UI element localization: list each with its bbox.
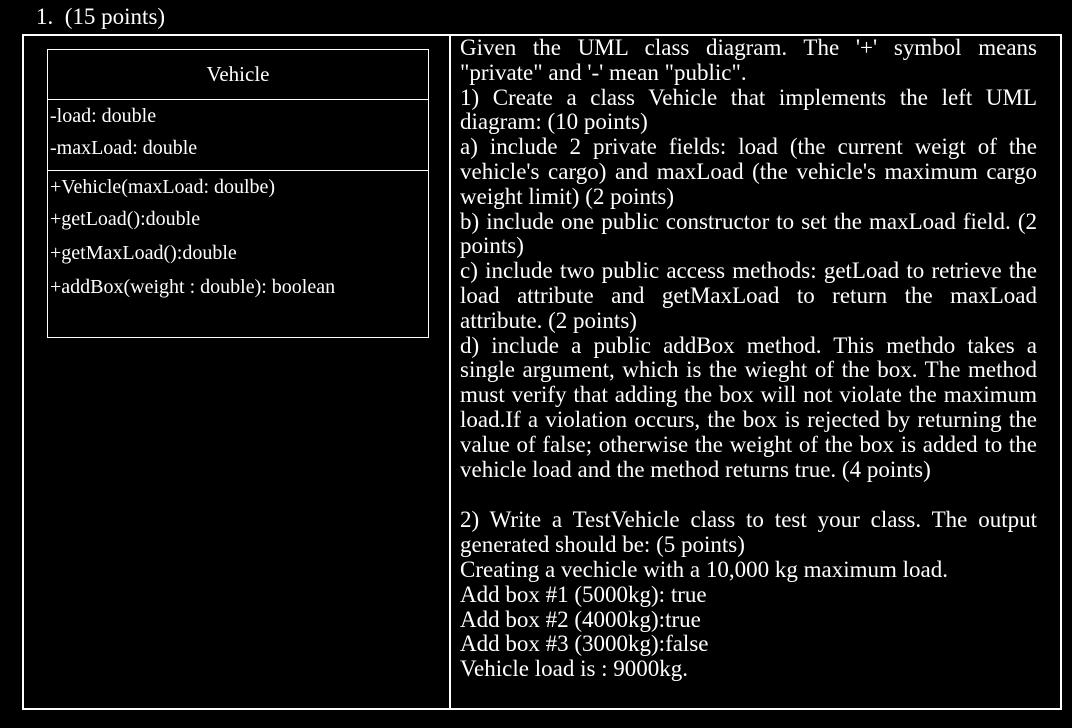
uml-attribute-maxload: -maxLoad: double — [50, 137, 198, 159]
uml-method-getload: +getLoad():double — [50, 208, 201, 230]
question-heading — [36, 2, 165, 32]
expected-output-line: Add box #3 (3000kg):false — [460, 631, 709, 657]
question-number: 1. — [36, 4, 54, 29]
uml-method-getmaxload: +getMaxLoad():double — [50, 242, 237, 264]
part-1b: b) include one public constructor to set the maxLoad field. (2 points) — [460, 208, 1037, 259]
question-text — [460, 36, 1037, 682]
expected-output-line: Creating a vechicle with a 10,000 kg maximum load. — [460, 556, 948, 582]
part-2-heading: 2) Write a TestVehicle class to test your class. The output generated should be: (5 points) — [460, 507, 1037, 558]
part-1a: a) include 2 private fields: load (the current weigt of the vehicle's cargo) and maxLoad (the vehicle's maximum cargo weight limit) (2 points) — [460, 134, 1037, 209]
question-points: (15 points) — [64, 4, 166, 29]
uml-method-addbox: +addBox(weight : double): boolean — [50, 276, 336, 298]
expected-output-line: Add box #1 (5000kg): true — [460, 581, 707, 607]
uml-attribute-load: -load: double — [50, 105, 157, 127]
uml-methods-section — [47, 171, 429, 338]
part-1c: c) include two public access methods: getLoad to retrieve the load attribute and getMaxLoad to return the maxLoad attribute. (2 points) — [460, 258, 1037, 333]
uml-class-name: Vehicle — [47, 49, 429, 100]
uml-attributes-section — [47, 100, 429, 171]
column-divider — [449, 34, 451, 710]
part-1d: d) include a public addBox method. This methdo takes a single argument, which is the wieght of the box. The method must verify that adding the box will not violate the maximum load.If a violation occurs, the box is rejected by returning the value of false; otherwise the weight of the box is added to the vehicle load and the method returns true. (4 points) — [460, 332, 1037, 482]
expected-output-line: Vehicle load is : 9000kg. — [460, 656, 689, 682]
part-1-heading: 1) Create a class Vehicle that implements the left UML diagram: (10 points) — [460, 84, 1037, 135]
uml-method-constructor: +Vehicle(maxLoad: doulbe) — [50, 176, 276, 198]
expected-output-line: Add box #2 (4000kg):true — [460, 606, 701, 632]
intro-paragraph: Given the UML class diagram. The '+' symbol means "private" and '-' mean "public". — [460, 35, 1037, 85]
